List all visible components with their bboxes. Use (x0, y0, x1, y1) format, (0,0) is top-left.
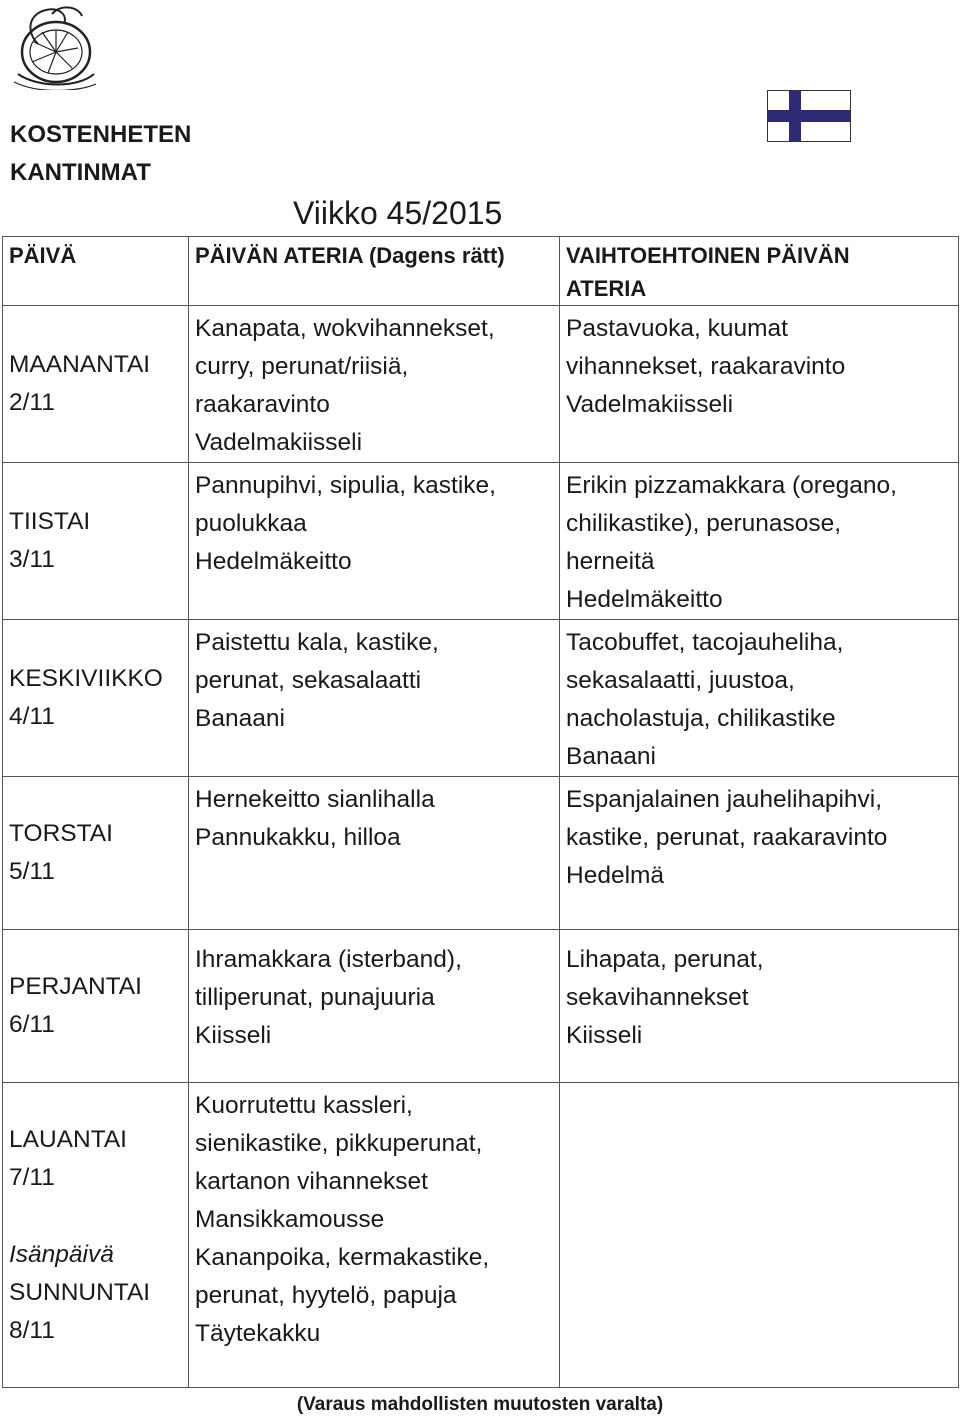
menu-line: Hedelmä (566, 862, 665, 889)
menu-line: kastike, perunat, raakaravinto (566, 824, 888, 851)
holiday-note: Isänpäivä (9, 1241, 114, 1268)
day-cell (3, 930, 189, 1083)
day-name: TORSTAI (9, 820, 113, 847)
day-name: LAUANTAI (9, 1126, 127, 1153)
menu-line: Paistettu kala, kastike, (195, 629, 439, 656)
company-name-line2: KANTINMAT (10, 159, 151, 186)
day-date: 2/11 (9, 389, 55, 416)
day-date: 3/11 (9, 546, 55, 573)
table-row (3, 930, 959, 1083)
menu-line: Tacobuffet, tacojauheliha, (566, 629, 844, 656)
alt-meal-cell (560, 620, 959, 777)
main-meal-cell (189, 777, 560, 930)
menu-line: Vadelmakiisseli (195, 429, 363, 456)
menu-line: perunat, sekasalaatti (195, 667, 422, 694)
column-header-main-label: PÄIVÄN ATERIA (Dagens rätt) (195, 243, 505, 268)
footer-note: (Varaus mahdollisten muutosten varalta) (296, 1394, 664, 1415)
column-header-main (189, 237, 560, 306)
menu-line: vihannekset, raakaravinto (566, 353, 846, 380)
alt-meal-cell (560, 1083, 959, 1388)
menu-line: Banaani (566, 743, 656, 770)
column-header-alt-label-line2: ATERIA (566, 276, 647, 301)
day-date: 7/11 (9, 1164, 55, 1191)
table-header-row (3, 237, 959, 306)
table-row (3, 1083, 959, 1388)
menu-line: Hedelmäkeitto (195, 548, 352, 575)
main-meal-cell (189, 620, 560, 777)
day-date: 8/11 (9, 1317, 55, 1344)
menu-line: Lihapata, perunat, (566, 946, 764, 973)
menu-line: Kuorrutettu kassleri, (195, 1092, 413, 1119)
menu-line: sekasalaatti, juustoa, (566, 667, 795, 694)
day-cell (3, 1083, 189, 1388)
alt-meal-cell (560, 306, 959, 463)
menu-line: nacholastuja, chilikastike (566, 705, 836, 732)
menu-line: Pannupihvi, sipulia, kastike, (195, 472, 496, 499)
day-date: 6/11 (9, 1011, 55, 1038)
alt-meal-cell (560, 930, 959, 1083)
menu-line: Vadelmakiisseli (566, 391, 734, 418)
menu-line: Pannukakku, hilloa (195, 824, 401, 851)
day-date: 5/11 (9, 858, 55, 885)
main-meal-cell (189, 463, 560, 620)
menu-line: Kiisseli (566, 1022, 643, 1049)
main-meal-cell (189, 930, 560, 1083)
day-cell (3, 306, 189, 463)
table-row (3, 777, 959, 930)
menu-line: Hernekeitto sianlihalla (195, 786, 435, 813)
menu-line: puolukkaa (195, 510, 307, 537)
table-row (3, 463, 959, 620)
company-name-line1: KOSTENHETEN (10, 121, 192, 148)
week-title: Viikko 45/2015 (293, 195, 503, 231)
finland-flag-icon (767, 90, 851, 142)
table-row (3, 620, 959, 777)
main-meal-cell (189, 306, 560, 463)
main-meal-cell (189, 1083, 560, 1388)
table-row (3, 306, 959, 463)
menu-line: Pastavuoka, kuumat (566, 315, 788, 342)
column-header-day (3, 237, 189, 306)
column-header-alt (560, 237, 959, 306)
menu-line: chilikastike), perunasose, (566, 510, 842, 537)
menu-line: Hedelmäkeitto (566, 586, 723, 613)
day-name: MAANANTAI (9, 351, 151, 378)
menu-line: tilliperunat, punajuuria (195, 984, 435, 1011)
menu-table (2, 236, 959, 1388)
menu-line: sienikastike, pikkuperunat, (195, 1130, 483, 1157)
day-name: KESKIVIIKKO (9, 665, 163, 692)
menu-line: Täytekakku (195, 1320, 321, 1347)
menu-line: Kanapata, wokvihannekset, (195, 315, 495, 342)
alt-meal-cell (560, 777, 959, 930)
menu-line: Erikin pizzamakkara (oregano, (566, 472, 897, 499)
menu-line: Banaani (195, 705, 285, 732)
day-cell (3, 463, 189, 620)
menu-line: Kananpoika, kermakastike, (195, 1244, 490, 1271)
menu-line: Mansikkamousse (195, 1206, 385, 1233)
day-cell (3, 777, 189, 930)
company-name (10, 116, 191, 192)
column-header-alt-label-line1: VAIHTOEHTOINEN PÄIVÄN (566, 243, 850, 268)
day-date: 4/11 (9, 703, 55, 730)
menu-line: raakaravinto (195, 391, 330, 418)
citrus-fruit-logo (8, 4, 96, 90)
menu-line: curry, perunat/riisiä, (195, 353, 409, 380)
day-name: TIISTAI (9, 508, 91, 535)
day-name: SUNNUNTAI (9, 1279, 151, 1306)
menu-line: kartanon vihannekset (195, 1168, 428, 1195)
menu-line: Espanjalainen jauhelihapihvi, (566, 786, 883, 813)
menu-line: Kiisseli (195, 1022, 272, 1049)
column-header-day-label: PÄIVÄ (9, 243, 77, 268)
alt-meal-cell (560, 463, 959, 620)
menu-line: perunat, hyytelö, papuja (195, 1282, 457, 1309)
day-cell (3, 620, 189, 777)
menu-line: Ihramakkara (isterband), (195, 946, 462, 973)
menu-line: herneitä (566, 548, 655, 575)
day-name: PERJANTAI (9, 973, 142, 1000)
menu-line: sekavihannekset (566, 984, 749, 1011)
